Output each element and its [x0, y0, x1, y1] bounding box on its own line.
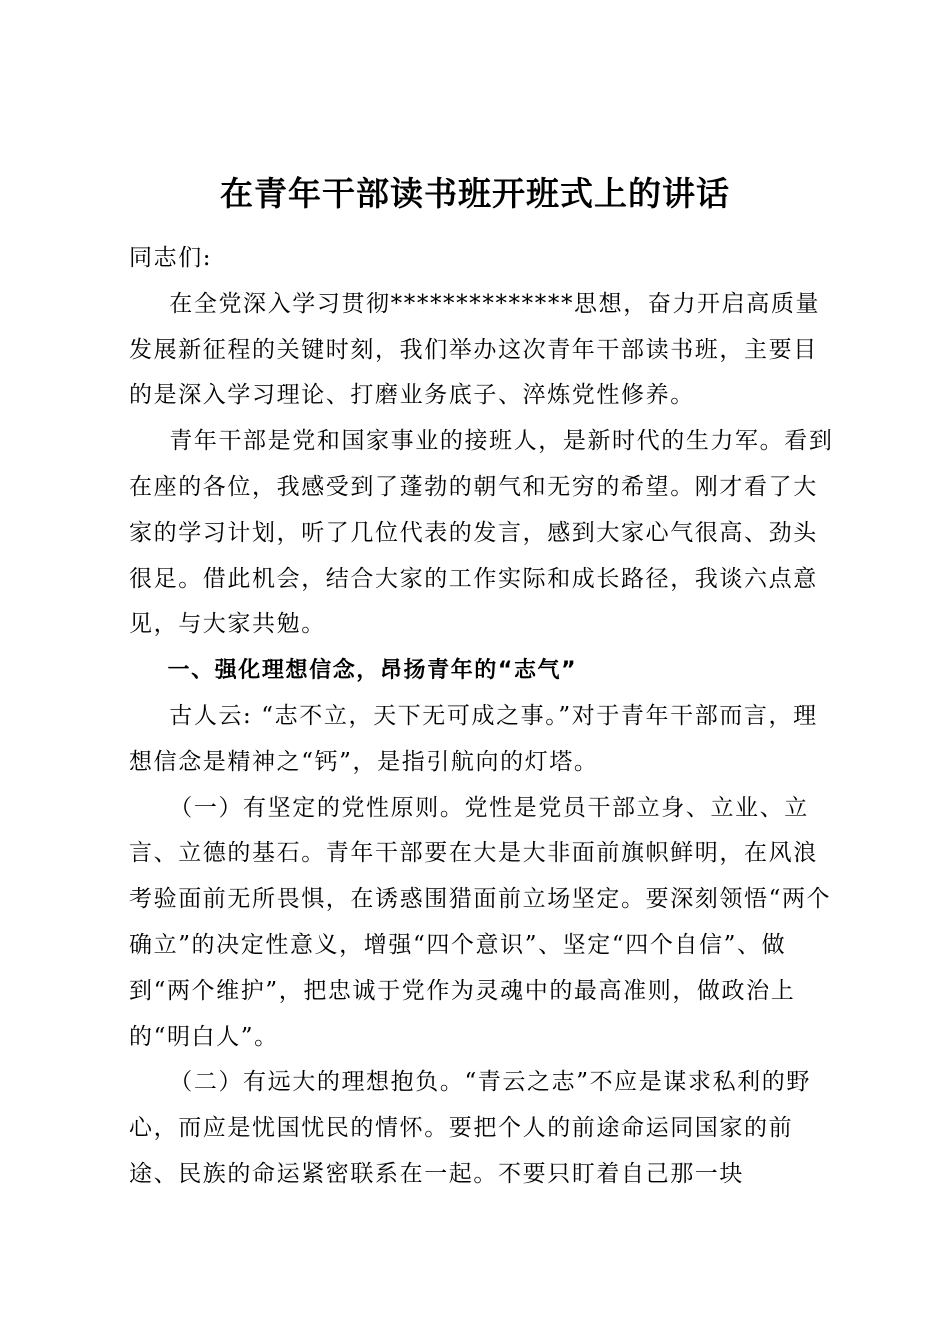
point-lead-2: （二）有远大的理想抱负。 — [169, 1069, 465, 1096]
point-paragraph-2 — [129, 1060, 834, 1197]
salutation: 同志们: — [129, 245, 213, 271]
point-paragraph-1 — [129, 786, 834, 1061]
paragraph-context: 青年干部是党和国家事业的接班人，是新时代的生力军。看到在座的各位，我感受到了蓬勃的朝气和无穷的希望。刚才看了大家的学习计划，听了几位代表的发言，感到大家心气很高、劲头很足。借此机会，结合大家的工作实际和成长路径，我谈六点意见，与大家共勉。 — [129, 428, 834, 638]
point-lead-1: （一）有坚定的党性原则。 — [169, 794, 465, 821]
paragraph-intro: 在全党深入学习贯彻**************思想，奋力开启高质量发展新征程的关键时刻，我们举办这次青年干部读书班，主要目的是深入学习理论、打磨业务底子、淬炼党性修养。 — [129, 290, 821, 409]
point-text-1: 党性是党员干部立身、立业、立言、立德的基石。青年干部要在大是大非面前旗帜鲜明，在风浪考验面前无所畏惧，在诱惑围猎面前立场坚定。要深刻领悟“两个确立”的决定性意义，增强“四个意识”、坚定“四个自信”、做到“两个维护”，把忠诚于党作为灵魂中的最高准则，做政治上的“明白人”。 — [129, 794, 832, 1050]
point-text-2: “青云之志”不应是谋求私利的野心，而应是忧国忧民的情怀。要把个人的前途命运同国家的前途、民族的命运紧密联系在一起。不要只盯着自己那一块 — [129, 1069, 811, 1187]
section-heading: 一、强化理想信念，昂扬青年的“志气” — [167, 658, 578, 684]
document-title: 在青年干部读书班开班式上的讲话 — [220, 174, 730, 213]
section-intro: 古人云: “志不立，天下无可成之事。”对于青年干部而言，理想信念是精神之“钙”，是指引航向的灯塔。 — [129, 702, 818, 775]
document-body — [129, 236, 834, 1198]
